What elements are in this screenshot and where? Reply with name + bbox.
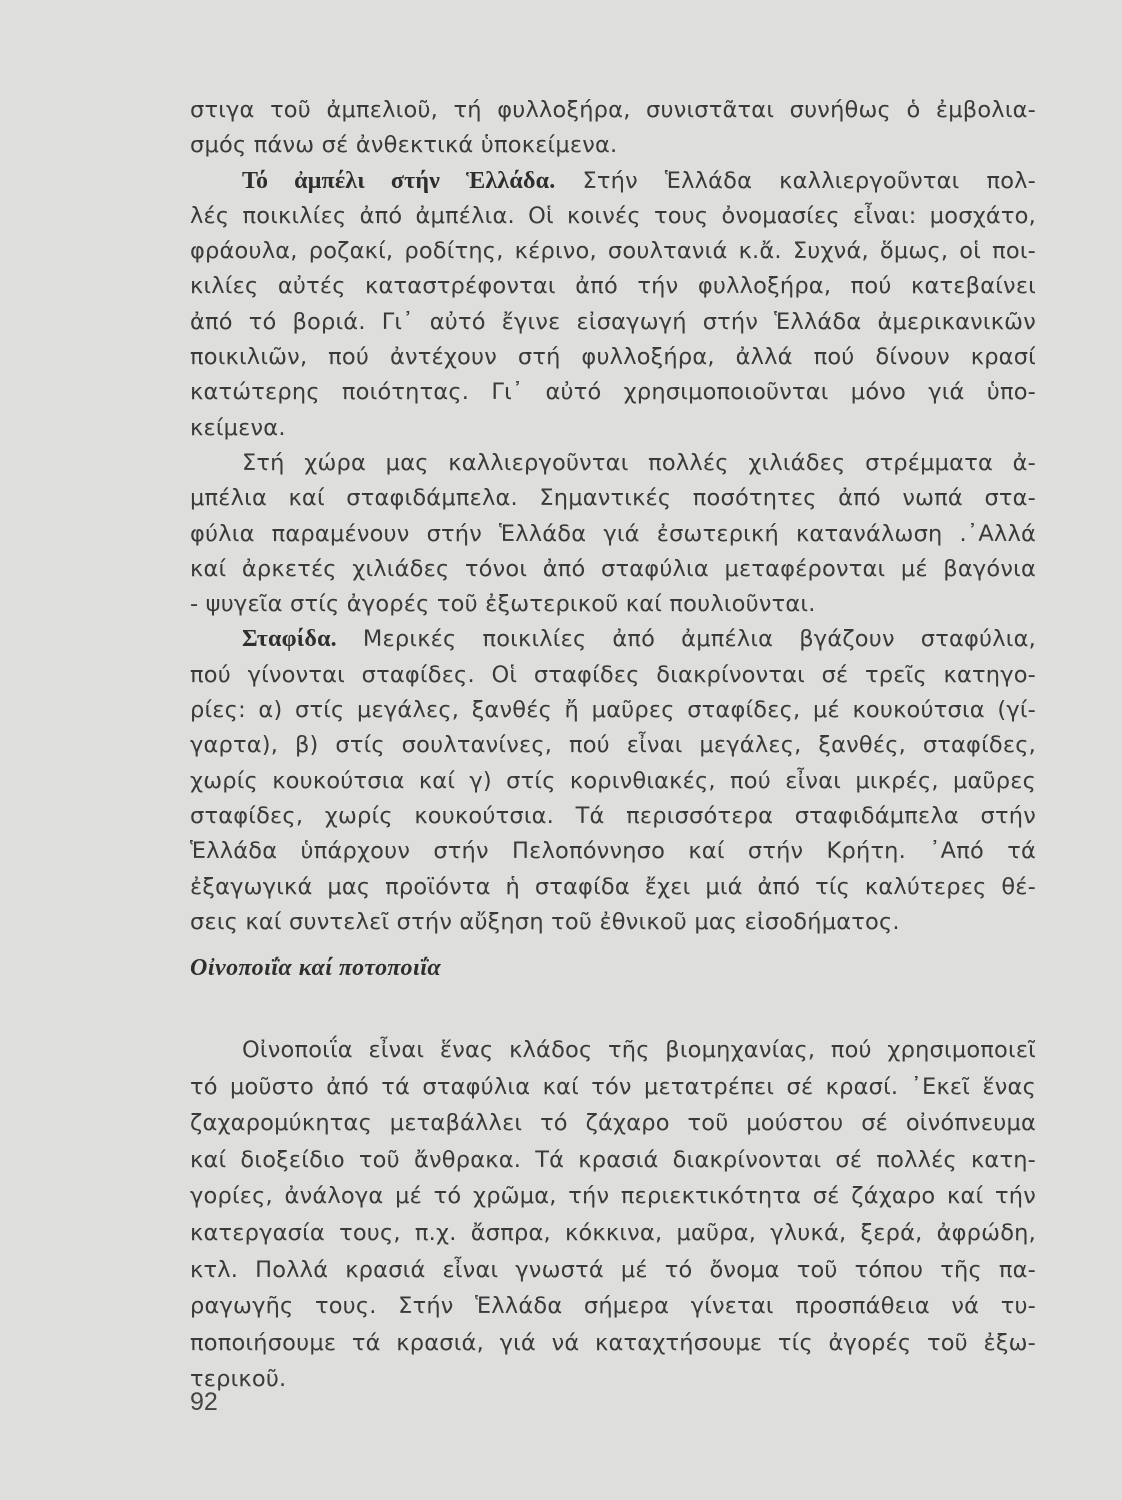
- line-text: ποποιήσουμε τά κρασιά, γιά νά καταχτήσουμε τίς ἀγορές τοῦ ἐξω-: [190, 1329, 1036, 1356]
- text-line: [190, 693, 1036, 728]
- text-line: [190, 622, 1036, 657]
- line-text: μπέλια καί σταφιδάμπελα. Σημαντικές ποσότητες ἀπό νωπά στα-: [190, 485, 1036, 512]
- line-text: πού γίνονται σταφίδες. Οἱ σταφίδες διακρίνονται σέ τρεῖς κατηγο-: [190, 661, 1036, 688]
- text-line: [190, 305, 1036, 340]
- text-line: [190, 1215, 1036, 1252]
- run-in-heading: Τό ἀμπέλι στήν Ἑλλάδα.: [242, 167, 556, 194]
- text-line: [190, 164, 1036, 199]
- line-text: κιλίες αὐτές καταστρέφονται ἀπό τήν φυλλοξήρα, πού κατεβαίνει: [190, 273, 1036, 300]
- line-text: στιγα τοῦ ἀμπελιοῦ, τή φυλλοξήρα, συνιστᾶται συνήθως ὁ ἐμβολια-: [190, 97, 1036, 123]
- page-number: 92: [190, 1388, 218, 1416]
- line-text: Μερικές ποικιλίες ἀπό ἀμπέλια βγάζουν σταφύλια,: [336, 626, 1036, 653]
- text-line: [190, 799, 1036, 834]
- text-line: [190, 905, 1036, 940]
- line-text: κατώτερης ποιότητας. Γι᾽ αὐτό χρησιμοποιοῦνται μόνο γιά ὑπο-: [190, 379, 1036, 406]
- text-line: [190, 128, 1036, 163]
- text-line: [190, 1178, 1036, 1215]
- text-line: [190, 199, 1036, 234]
- section-heading: Οἰνοποιΐα καί ποτοποιΐα: [190, 955, 442, 981]
- line-text: φύλια παραμένουν στήν Ἑλλάδα γιά ἐσωτερική κατανάλωση .᾽Αλλά: [190, 520, 1036, 547]
- line-text: χωρίς κουκούτσια καί γ) στίς κορινθιακές, πού εἶναι μικρές, μαῦρες: [190, 767, 1036, 794]
- text-line: [190, 1252, 1036, 1289]
- line-text: κατεργασία τους, π.χ. ἄσπρα, κόκκινα, μαῦρα, γλυκά, ξερά, ἀφρώδη,: [190, 1219, 1036, 1246]
- text-line: [190, 269, 1036, 304]
- paragraph: [190, 93, 1036, 164]
- line-text: τερικοῦ.: [190, 1366, 287, 1393]
- line-text: κείμενα.: [190, 414, 286, 441]
- line-text: σταφίδες, χωρίς κουκούτσια. Τά περισσότερα σταφιδάμπελα στήν: [190, 802, 1036, 829]
- text-line: [190, 834, 1036, 869]
- line-text: λές ποικιλίες ἀπό ἀμπέλια. Οἱ κοινές τους ὀνομασίες εἶναι: μοσχάτο,: [190, 202, 1036, 229]
- line-text: τό μοῦστο ἀπό τά σταφύλια καί τόν μετατρέπει σέ κρασί. ᾽Εκεῖ ἕνας: [190, 1073, 1036, 1100]
- body-text-section-1: [190, 93, 1036, 940]
- line-text: Στή χώρα μας καλλιεργοῦνται πολλές χιλιάδες στρέμματα ἀ-: [242, 449, 1036, 476]
- line-text: Οἰνοποιΐα εἶναι ἕνας κλάδος τῆς βιομηχανίας, πού χρησιμοποιεῖ: [242, 1037, 1036, 1063]
- line-text: ποικιλιῶν, πού ἀντέχουν στή φυλλοξήρα, ἀλλά πού δίνουν κρασί: [190, 344, 1036, 371]
- text-line: [190, 234, 1036, 269]
- text-line: [190, 375, 1036, 410]
- text-line: [190, 1105, 1036, 1142]
- line-text: καί ἀρκετές χιλιάδες τόνοι ἀπό σταφύλια μεταφέρονται μέ βαγόνια: [190, 555, 1036, 582]
- text-line: [190, 1032, 1036, 1069]
- line-text: Στήν Ἑλλάδα καλλιεργοῦνται πολ-: [555, 167, 1037, 194]
- paragraph: [190, 622, 1036, 940]
- line-text: Ἑλλάδα ὑπάρχουν στήν Πελοπόννησο καί στήν Κρήτη. ᾽Από τά: [190, 838, 1036, 865]
- text-line: [190, 93, 1036, 128]
- text-line: [190, 1142, 1036, 1179]
- run-in-heading: Σταφίδα.: [242, 626, 337, 653]
- text-line: [190, 340, 1036, 375]
- line-text: σμός πάνω σέ ἀνθεκτικά ὑποκείμενα.: [190, 132, 618, 159]
- text-line: [190, 1288, 1036, 1325]
- line-text: φράουλα, ροζακί, ροδίτης, κέρινο, σουλτανιά κ.ἄ. Συχνά, ὅμως, οἱ ποι-: [190, 238, 1036, 265]
- text-line: [190, 517, 1036, 552]
- line-text: ραγωγῆς τους. Στήν Ἑλλάδα σήμερα γίνεται προσπάθεια νά τυ-: [190, 1293, 1036, 1320]
- line-text: ζαχαρομύκητας μεταβάλλει τό ζάχαρο τοῦ μούστου σέ οἰνόπνευμα: [190, 1110, 1036, 1137]
- line-text: ἀπό τό βοριά. Γι᾽ αὐτό ἔγινε εἰσαγωγή στήν Ἑλλάδα ἀμερικανικῶν: [190, 308, 1036, 335]
- text-line: [190, 481, 1036, 516]
- line-text: γαρτα), β) στίς σουλτανίνες, πού εἶναι μεγάλες, ξανθές, σταφίδες,: [190, 732, 1036, 759]
- line-text: - ψυγεῖα στίς ἀγορές τοῦ ἐξωτερικοῦ καί πουλιοῦνται.: [190, 591, 816, 618]
- text-line: [190, 1069, 1036, 1106]
- line-text: κτλ. Πολλά κρασιά εἶναι γνωστά μέ τό ὄνομα τοῦ τόπου τῆς πα-: [190, 1256, 1036, 1283]
- text-line: [190, 764, 1036, 799]
- line-text: σεις καί συντελεῖ στήν αὔξηση τοῦ ἐθνικοῦ μας εἰσοδήματος.: [190, 908, 900, 935]
- text-line: [190, 446, 1036, 481]
- line-text: ἐξαγωγικά μας προϊόντα ἡ σταφίδα ἔχει μιά ἀπό τίς καλύτερες θέ-: [190, 873, 1036, 900]
- body-text-section-2: [190, 1032, 1036, 1398]
- text-line: [190, 587, 1036, 622]
- text-line: [190, 411, 1036, 446]
- text-line: [190, 1325, 1036, 1362]
- text-line: [190, 658, 1036, 693]
- paragraph: [190, 164, 1036, 446]
- paragraph: [190, 1032, 1036, 1398]
- line-text: καί διοξείδιο τοῦ ἄνθρακα. Τά κρασιά διακρίνονται σέ πολλές κατη-: [190, 1146, 1036, 1173]
- paragraph: [190, 446, 1036, 622]
- text-line: [190, 552, 1036, 587]
- line-text: γορίες, ἀνάλογα μέ τό χρῶμα, τήν περιεκτικότητα σέ ζάχαρο καί τήν: [190, 1183, 1036, 1210]
- text-line: [190, 728, 1036, 763]
- line-text: ρίες: α) στίς μεγάλες, ξανθές ἤ μαῦρες σταφίδες, μέ κουκούτσια (γί-: [190, 697, 1036, 724]
- text-line: [190, 1361, 1036, 1398]
- text-line: [190, 870, 1036, 905]
